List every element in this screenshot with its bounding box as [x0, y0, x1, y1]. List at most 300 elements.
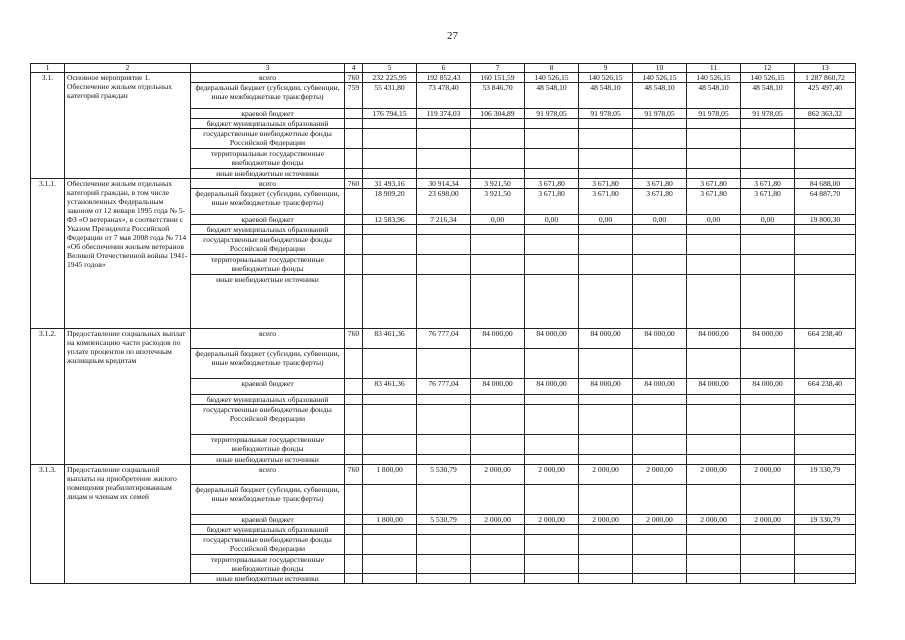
value-cell [633, 235, 687, 255]
value-cell [363, 119, 417, 129]
value-cell: 3 671,80 [525, 179, 579, 189]
code-cell [345, 109, 363, 119]
funding-source: федеральный бюджет (субсидии, субвенции, иные межбюджетные трансферты) [191, 83, 345, 109]
code-cell [345, 535, 363, 555]
code-cell: 760 [345, 179, 363, 189]
value-cell: 84 000,00 [741, 329, 795, 349]
value-cell [795, 395, 856, 405]
value-cell: 192 852,43 [417, 73, 471, 83]
value-cell [633, 525, 687, 535]
value-cell [687, 555, 741, 574]
value-cell [795, 485, 856, 515]
value-cell [417, 235, 471, 255]
value-cell: 2 000,00 [579, 515, 633, 525]
value-cell [741, 349, 795, 379]
funding-source: иные внебюджетные источники [191, 574, 345, 584]
value-cell: 18 909,20 [363, 189, 417, 215]
funding-source: территориальные государственные внебюджетные фонды [191, 255, 345, 275]
code-cell [345, 574, 363, 584]
value-cell: 3 671,80 [687, 189, 741, 215]
value-cell [687, 235, 741, 255]
funding-source: территориальные государственные внебюджетные фонды [191, 149, 345, 169]
header-cell: 8 [525, 64, 579, 73]
code-cell [345, 379, 363, 395]
funding-source: иные внебюджетные источники [191, 275, 345, 329]
funding-source: территориальные государственные внебюджетные фонды [191, 555, 345, 574]
value-cell: 19 800,30 [795, 215, 856, 225]
funding-source: территориальные государственные внебюджетные фонды [191, 435, 345, 455]
value-cell [687, 485, 741, 515]
value-cell [363, 255, 417, 275]
value-cell [633, 149, 687, 169]
value-cell: 664 238,40 [795, 379, 856, 395]
value-cell: 2 000,00 [687, 465, 741, 485]
section-description: Обеспечение жильем отдельных категорий граждан, в том числе установленных Федеральным законом от 12 января 1995 года № 5-ФЗ «О ветеранах», в соответствии с Указом Президента Российской Федерации от 7 мая 2008 года № 714 «Об обеспечении жильем ветеранов Великой Отечественной войны 1941-1945 годов» [65, 179, 191, 329]
value-cell [579, 119, 633, 129]
value-cell [471, 255, 525, 275]
value-cell: 73 478,40 [417, 83, 471, 109]
value-cell: 2 000,00 [525, 465, 579, 485]
value-cell: 140 526,15 [633, 73, 687, 83]
value-cell: 84 000,00 [579, 379, 633, 395]
value-cell: 3 921,50 [471, 179, 525, 189]
value-cell: 30 914,34 [417, 179, 471, 189]
value-cell: 31 493,16 [363, 179, 417, 189]
header-cell: 12 [741, 64, 795, 73]
funding-source: иные внебюджетные источники [191, 169, 345, 179]
value-cell [633, 119, 687, 129]
funding-source: иные внебюджетные источники [191, 455, 345, 465]
value-cell: 0,00 [633, 215, 687, 225]
value-cell [417, 119, 471, 129]
value-cell [471, 455, 525, 465]
value-cell: 48 548,10 [579, 83, 633, 109]
value-cell [579, 555, 633, 574]
value-cell: 91 978,05 [579, 109, 633, 119]
value-cell [795, 405, 856, 435]
funding-source: государственные внебюджетные фонды Российской Федерации [191, 235, 345, 255]
value-cell [579, 149, 633, 169]
value-cell [471, 535, 525, 555]
value-cell [633, 574, 687, 584]
value-cell [741, 119, 795, 129]
value-cell [633, 169, 687, 179]
table-row [31, 73, 856, 83]
value-cell [471, 485, 525, 515]
funding-source: государственные внебюджетные фонды Российской Федерации [191, 129, 345, 149]
value-cell: 76 777,04 [417, 329, 471, 349]
header-row [31, 64, 856, 73]
value-cell [525, 255, 579, 275]
value-cell: 2 000,00 [579, 465, 633, 485]
section-number: 3.1.1. [31, 179, 65, 329]
funding-source: краевой бюджет [191, 109, 345, 119]
code-cell [345, 235, 363, 255]
value-cell [741, 525, 795, 535]
value-cell: 19 330,79 [795, 515, 856, 525]
value-cell [471, 395, 525, 405]
value-cell: 2 000,00 [471, 465, 525, 485]
table-row [31, 329, 856, 349]
table-row [31, 179, 856, 189]
value-cell [687, 435, 741, 455]
value-cell [579, 275, 633, 329]
value-cell: 53 846,70 [471, 83, 525, 109]
value-cell [795, 235, 856, 255]
value-cell [795, 435, 856, 455]
value-cell: 140 526,15 [741, 73, 795, 83]
value-cell [687, 129, 741, 149]
value-cell: 232 225,95 [363, 73, 417, 83]
value-cell [525, 574, 579, 584]
value-cell [687, 275, 741, 329]
value-cell [579, 485, 633, 515]
value-cell: 84 000,00 [741, 379, 795, 395]
value-cell [795, 455, 856, 465]
funding-source: краевой бюджет [191, 215, 345, 225]
value-cell: 119 374,03 [417, 109, 471, 119]
value-cell [687, 169, 741, 179]
value-cell [417, 405, 471, 435]
value-cell [741, 455, 795, 465]
value-cell [471, 555, 525, 574]
code-cell [345, 515, 363, 525]
value-cell: 1 287 860,72 [795, 73, 856, 83]
value-cell [525, 149, 579, 169]
value-cell: 1 800,00 [363, 465, 417, 485]
code-cell [345, 255, 363, 275]
value-cell [687, 255, 741, 275]
value-cell: 12 583,96 [363, 215, 417, 225]
section-number: 3.1.2. [31, 329, 65, 465]
value-cell [741, 129, 795, 149]
code-cell: 760 [345, 73, 363, 83]
value-cell [579, 225, 633, 235]
value-cell: 84 000,00 [633, 379, 687, 395]
value-cell [633, 395, 687, 405]
value-cell [417, 485, 471, 515]
value-cell [741, 235, 795, 255]
value-cell [795, 129, 856, 149]
value-cell [417, 574, 471, 584]
value-cell [741, 535, 795, 555]
value-cell [687, 149, 741, 169]
value-cell [525, 395, 579, 405]
value-cell [471, 435, 525, 455]
value-cell [471, 225, 525, 235]
value-cell [363, 129, 417, 149]
value-cell: 91 978,05 [633, 109, 687, 119]
value-cell: 84 000,00 [471, 329, 525, 349]
value-cell: 0,00 [579, 215, 633, 225]
value-cell [417, 435, 471, 455]
funding-source: федеральный бюджет (субсидии, субвенции, иные межбюджетные трансферты) [191, 349, 345, 379]
value-cell [525, 485, 579, 515]
value-cell: 84 000,00 [687, 329, 741, 349]
value-cell [633, 129, 687, 149]
value-cell [471, 275, 525, 329]
code-cell [345, 149, 363, 169]
funding-source: всего [191, 329, 345, 349]
value-cell [633, 435, 687, 455]
value-cell: 2 000,00 [525, 515, 579, 525]
code-cell [345, 405, 363, 435]
value-cell: 1 800,00 [363, 515, 417, 525]
value-cell [417, 555, 471, 574]
value-cell: 3 671,80 [525, 189, 579, 215]
value-cell: 5 530,79 [417, 465, 471, 485]
value-cell: 48 548,10 [741, 83, 795, 109]
value-cell [525, 555, 579, 574]
value-cell: 3 671,80 [741, 179, 795, 189]
funding-source: всего [191, 179, 345, 189]
value-cell [795, 349, 856, 379]
value-cell [633, 255, 687, 275]
value-cell [525, 435, 579, 455]
budget-table [30, 63, 856, 584]
value-cell [363, 395, 417, 405]
header-cell: 7 [471, 64, 525, 73]
value-cell: 84 000,00 [633, 329, 687, 349]
value-cell: 7 216,34 [417, 215, 471, 225]
value-cell: 664 238,40 [795, 329, 856, 349]
value-cell [741, 555, 795, 574]
code-cell [345, 169, 363, 179]
value-cell: 91 978,05 [687, 109, 741, 119]
value-cell: 64 887,70 [795, 189, 856, 215]
value-cell: 0,00 [471, 215, 525, 225]
value-cell [579, 169, 633, 179]
header-cell: 10 [633, 64, 687, 73]
value-cell [417, 169, 471, 179]
value-cell [633, 535, 687, 555]
value-cell: 84 000,00 [471, 379, 525, 395]
value-cell [579, 255, 633, 275]
value-cell [579, 349, 633, 379]
funding-source: государственные внебюджетные фонды Российской Федерации [191, 535, 345, 555]
value-cell [363, 555, 417, 574]
value-cell: 0,00 [687, 215, 741, 225]
value-cell: 48 548,10 [525, 83, 579, 109]
value-cell [687, 574, 741, 584]
value-cell [363, 435, 417, 455]
value-cell [525, 535, 579, 555]
code-cell [345, 129, 363, 149]
code-cell [345, 485, 363, 515]
header-cell: 5 [363, 64, 417, 73]
value-cell [633, 455, 687, 465]
value-cell: 140 526,15 [687, 73, 741, 83]
value-cell [471, 235, 525, 255]
value-cell: 3 671,80 [633, 179, 687, 189]
value-cell [525, 405, 579, 435]
value-cell [579, 129, 633, 149]
value-cell: 0,00 [525, 215, 579, 225]
value-cell [687, 405, 741, 435]
header-cell: 9 [579, 64, 633, 73]
table-header [31, 64, 856, 73]
value-cell: 106 304,89 [471, 109, 525, 119]
value-cell: 3 671,80 [579, 179, 633, 189]
value-cell [363, 225, 417, 235]
header-cell: 6 [417, 64, 471, 73]
header-cell: 1 [31, 64, 65, 73]
value-cell: 23 698,00 [417, 189, 471, 215]
value-cell [417, 455, 471, 465]
funding-source: федеральный бюджет (субсидии, субвенции, иные межбюджетные трансферты) [191, 485, 345, 515]
value-cell: 83 461,36 [363, 379, 417, 395]
value-cell: 19 330,79 [795, 465, 856, 485]
table-row [31, 465, 856, 485]
value-cell [687, 225, 741, 235]
value-cell: 140 526,15 [579, 73, 633, 83]
value-cell: 0,00 [741, 215, 795, 225]
value-cell: 862 363,32 [795, 109, 856, 119]
value-cell [687, 535, 741, 555]
value-cell [525, 525, 579, 535]
code-cell [345, 435, 363, 455]
value-cell: 3 671,80 [633, 189, 687, 215]
value-cell [795, 275, 856, 329]
value-cell [417, 129, 471, 149]
code-cell [345, 215, 363, 225]
section-description: Предоставление социальных выплат на компенсацию части расходов по уплате процентов по ипотечным жилищным кредитам [65, 329, 191, 465]
value-cell [525, 169, 579, 179]
value-cell: 3 671,80 [687, 179, 741, 189]
value-cell [363, 535, 417, 555]
value-cell: 3 671,80 [579, 189, 633, 215]
value-cell [741, 255, 795, 275]
value-cell [741, 405, 795, 435]
value-cell [741, 169, 795, 179]
value-cell [579, 574, 633, 584]
value-cell [741, 574, 795, 584]
value-cell [525, 349, 579, 379]
funding-source: федеральный бюджет (субсидии, субвенции, иные межбюджетные трансферты) [191, 189, 345, 215]
value-cell [471, 349, 525, 379]
value-cell [471, 405, 525, 435]
value-cell [471, 119, 525, 129]
value-cell [363, 149, 417, 169]
funding-source: бюджет муниципальных образований [191, 525, 345, 535]
value-cell [633, 275, 687, 329]
value-cell: 176 794,15 [363, 109, 417, 119]
value-cell: 3 671,80 [741, 189, 795, 215]
value-cell [795, 255, 856, 275]
value-cell [417, 275, 471, 329]
section-number: 3.1.3. [31, 465, 65, 584]
value-cell: 2 000,00 [687, 515, 741, 525]
value-cell: 84 000,00 [687, 379, 741, 395]
funding-source: краевой бюджет [191, 515, 345, 525]
value-cell [633, 485, 687, 515]
value-cell [525, 455, 579, 465]
section-description: Предоставление социальной выплаты на приобретение жилого помещения реабилитированным лицам и членам их семей [65, 465, 191, 584]
value-cell [579, 525, 633, 535]
code-cell [345, 555, 363, 574]
value-cell [633, 555, 687, 574]
value-cell: 84 000,00 [525, 379, 579, 395]
value-cell [741, 485, 795, 515]
value-cell: 55 431,80 [363, 83, 417, 109]
value-cell [471, 129, 525, 149]
page-number: 27 [447, 30, 458, 42]
code-cell [345, 275, 363, 329]
value-cell [741, 275, 795, 329]
value-cell: 83 461,36 [363, 329, 417, 349]
value-cell [363, 405, 417, 435]
value-cell: 2 000,00 [633, 465, 687, 485]
header-cell: 4 [345, 64, 363, 73]
value-cell [417, 255, 471, 275]
value-cell: 84 000,00 [579, 329, 633, 349]
value-cell [633, 225, 687, 235]
code-cell: 759 [345, 83, 363, 109]
header-cell: 3 [191, 64, 345, 73]
value-cell: 84 000,00 [525, 329, 579, 349]
section-description: Основное мероприятие 1. Обеспечение жильем отдельных категорий граждан [65, 73, 191, 179]
value-cell [795, 169, 856, 179]
value-cell [633, 405, 687, 435]
value-cell [363, 169, 417, 179]
code-cell [345, 525, 363, 535]
value-cell [471, 574, 525, 584]
value-cell [579, 455, 633, 465]
value-cell [525, 235, 579, 255]
value-cell [417, 225, 471, 235]
code-cell: 760 [345, 329, 363, 349]
value-cell [363, 349, 417, 379]
value-cell [417, 349, 471, 379]
funding-source: бюджет муниципальных образований [191, 395, 345, 405]
value-cell [795, 525, 856, 535]
value-cell: 2 000,00 [741, 515, 795, 525]
code-cell [345, 225, 363, 235]
funding-source: краевой бюджет [191, 379, 345, 395]
value-cell [579, 535, 633, 555]
value-cell [687, 395, 741, 405]
value-cell: 140 526,15 [525, 73, 579, 83]
value-cell: 2 000,00 [741, 465, 795, 485]
value-cell [579, 395, 633, 405]
value-cell [471, 525, 525, 535]
value-cell [687, 525, 741, 535]
value-cell [363, 574, 417, 584]
value-cell [795, 535, 856, 555]
value-cell [363, 485, 417, 515]
value-cell [687, 455, 741, 465]
value-cell: 5 530,79 [417, 515, 471, 525]
value-cell [633, 349, 687, 379]
value-cell [795, 225, 856, 235]
header-cell: 13 [795, 64, 856, 73]
value-cell [525, 225, 579, 235]
code-cell [345, 349, 363, 379]
value-cell: 2 000,00 [471, 515, 525, 525]
funding-source: бюджет муниципальных образований [191, 119, 345, 129]
value-cell [525, 129, 579, 149]
funding-source: бюджет муниципальных образований [191, 225, 345, 235]
value-cell [795, 149, 856, 169]
code-cell [345, 119, 363, 129]
value-cell [795, 119, 856, 129]
value-cell [579, 235, 633, 255]
value-cell [795, 555, 856, 574]
value-cell: 48 548,10 [633, 83, 687, 109]
code-cell: 760 [345, 465, 363, 485]
value-cell [363, 235, 417, 255]
value-cell [417, 535, 471, 555]
